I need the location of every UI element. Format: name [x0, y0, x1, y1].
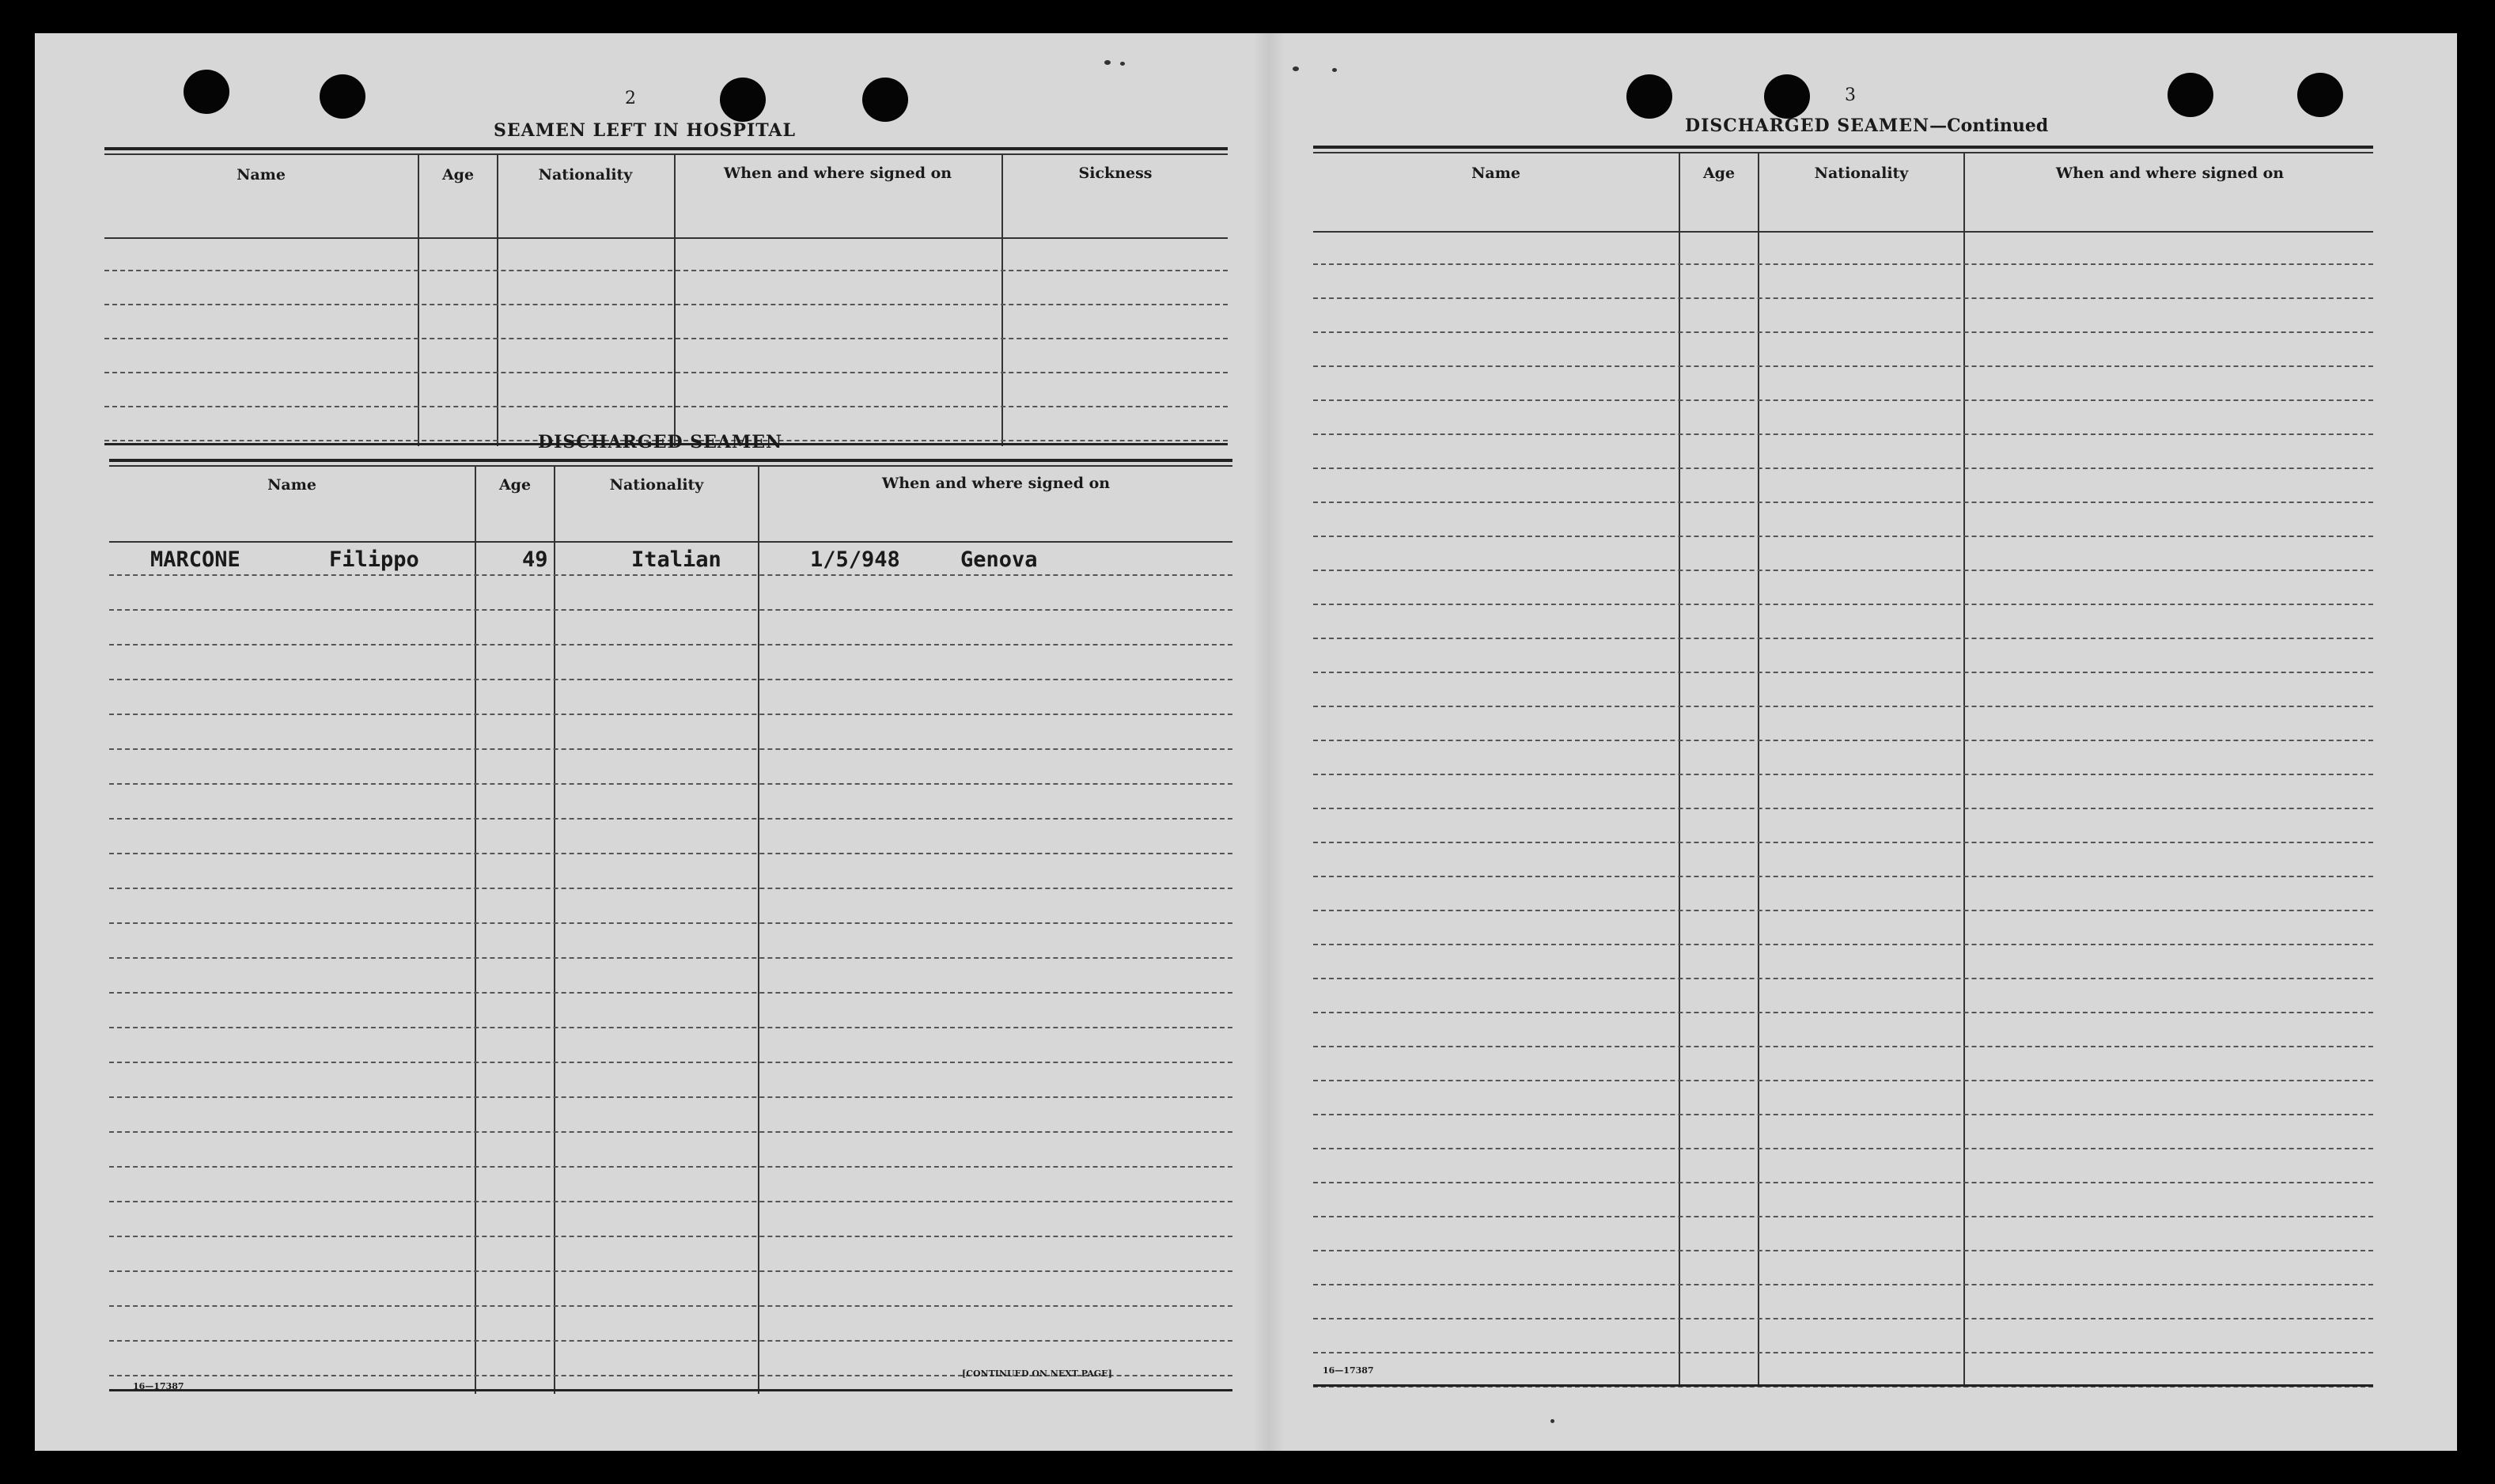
discharged-table-title: DISCHARGED SEAMEN	[538, 432, 783, 452]
form-number: 16—17387	[1323, 1365, 1374, 1376]
table-row	[1313, 1251, 2373, 1285]
form-number: 16—17387	[133, 1381, 184, 1391]
document-sheet	[35, 33, 2457, 1451]
table-row	[1313, 299, 2373, 333]
table-row	[109, 680, 1232, 715]
table-row	[109, 1307, 1232, 1342]
hospital-table	[104, 147, 1228, 446]
table-row	[1313, 1081, 2373, 1115]
column-header-name: Name	[237, 166, 286, 184]
column-header-age: Age	[498, 476, 532, 494]
table-row	[104, 237, 1228, 271]
table-row	[1313, 605, 2373, 639]
table-row	[109, 889, 1232, 924]
cell-nationality: Italian	[631, 547, 721, 572]
table-row	[1313, 1149, 2373, 1183]
table-row	[1313, 1183, 2373, 1217]
table-row	[1313, 1047, 2373, 1081]
table-row	[109, 1237, 1232, 1272]
table-row	[109, 611, 1232, 645]
column-header-sickness: Sickness	[1078, 165, 1153, 182]
cell-surname: MARCONE	[150, 547, 240, 572]
table-row	[109, 1133, 1232, 1168]
column-header-signed-on: When and where signed on	[2055, 165, 2285, 182]
table-row	[109, 750, 1232, 785]
table-row	[109, 576, 1232, 611]
column-header-age: Age	[1702, 165, 1736, 182]
discharged-continued-title	[1685, 115, 2048, 136]
table-row	[1313, 571, 2373, 605]
table-row	[1313, 673, 2373, 707]
table-row	[1313, 265, 2373, 299]
page-number: 3	[1845, 85, 1856, 105]
table-row	[104, 339, 1228, 373]
table-row	[1313, 401, 2373, 435]
table-row	[1313, 1115, 2373, 1149]
left-page	[35, 33, 1253, 1451]
table-row	[104, 373, 1228, 407]
table-row	[109, 1168, 1232, 1202]
cell-signed-on-place: Genova	[960, 547, 1038, 572]
table-row	[109, 924, 1232, 959]
table-row	[104, 271, 1228, 305]
column-header-nationality: Nationality	[1814, 165, 1909, 182]
table-row	[1313, 741, 2373, 775]
table-row	[1313, 945, 2373, 979]
table-row	[109, 715, 1232, 750]
column-header-age: Age	[441, 166, 475, 184]
table-row	[1313, 537, 2373, 571]
table-row	[1313, 1319, 2373, 1353]
column-header-nationality: Nationality	[609, 476, 704, 494]
continued-note: [CONTINUED ON NEXT PAGE]	[962, 1369, 1112, 1379]
title-main: DISCHARGED SEAMEN	[1685, 115, 1930, 136]
center-fold	[1253, 33, 1285, 1451]
right-page	[1285, 33, 2457, 1451]
column-header-signed-on: When and where signed on	[723, 165, 952, 182]
table-row	[1313, 707, 2373, 741]
column-header-name: Name	[267, 476, 316, 494]
page-number: 2	[625, 89, 636, 108]
table-row	[1313, 435, 2373, 469]
table-row	[109, 1098, 1232, 1133]
cell-signed-on-date: 1/5/948	[810, 547, 900, 572]
table-row	[1313, 639, 2373, 673]
table-row	[1313, 469, 2373, 503]
discharged-table	[109, 459, 1232, 1394]
cell-age: 49	[522, 547, 548, 572]
table-row	[1313, 503, 2373, 537]
table-row	[1313, 843, 2373, 877]
table-row	[109, 785, 1232, 820]
table-row	[109, 1202, 1232, 1237]
table-row	[109, 541, 1232, 576]
table-row	[109, 959, 1232, 994]
discharged-continued-table	[1313, 146, 2373, 1387]
table-row	[109, 1028, 1232, 1063]
column-header-signed-on: When and where signed on	[881, 475, 1111, 492]
table-row	[1313, 877, 2373, 911]
table-row	[1313, 1285, 2373, 1319]
table-row	[109, 645, 1232, 680]
table-row	[1313, 809, 2373, 843]
table-row	[1313, 775, 2373, 809]
table-row	[1313, 231, 2373, 265]
cell-given-name: Filippo	[329, 547, 419, 572]
table-row	[1313, 1217, 2373, 1251]
table-row	[109, 1063, 1232, 1098]
table-row	[1313, 1353, 2373, 1387]
table-row	[1313, 911, 2373, 945]
column-header-nationality: Nationality	[538, 166, 633, 184]
table-row	[109, 854, 1232, 889]
hospital-table-title: SEAMEN LEFT IN HOSPITAL	[494, 120, 796, 141]
title-suffix: —Continued	[1929, 115, 2049, 136]
column-header-name: Name	[1471, 165, 1520, 182]
table-row	[1313, 979, 2373, 1013]
table-row	[109, 820, 1232, 854]
table-row	[109, 1272, 1232, 1307]
table-row	[104, 305, 1228, 339]
table-row	[109, 994, 1232, 1028]
table-row	[1313, 367, 2373, 401]
table-row	[1313, 333, 2373, 367]
table-row	[1313, 1013, 2373, 1047]
